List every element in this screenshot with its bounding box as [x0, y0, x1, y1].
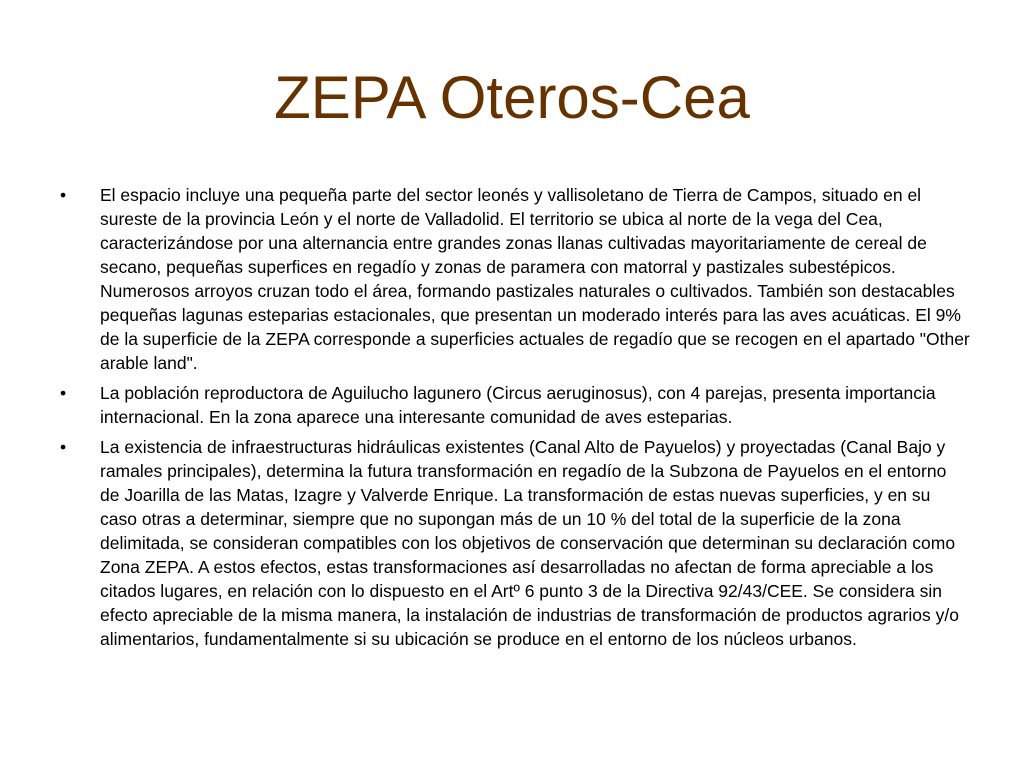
bullet-list — [60, 183, 970, 657]
bullet-marker: • — [60, 383, 67, 403]
bullet-text: El espacio incluye una pequeña parte del sector leonés y vallisoletano de Tierra de Campos, situado en el sureste de la provincia León y el norte de Valladolid. El territorio se ubica al norte de la vega del Cea, caracterizándose por una alternancia entre grandes zonas llanas cultivadas mayoritariamente de cereal de secano, pequeñas superfices en regadío y zonas de paramera con matorral y pastizales subestépicos. Numerosos arroyos cruzan todo el área, formando pastizales naturales o cultivados. También son destacables pequeñas lagunas esteparias estacionales, que presentan un moderado interés para las aves acuáticas. El 9% de la superficie de la ZEPA corresponde a superficies actuales de regadío que se recogen en el apartado "Other arable land". — [100, 185, 970, 373]
bullet-text: La población reproductora de Aguilucho lagunero (Circus aeruginosus), con 4 parejas, presenta importancia internacional. En la zona aparece una interesante comunidad de aves esteparias. — [100, 383, 936, 427]
slide-title: ZEPA Oteros-Cea — [274, 64, 750, 131]
bullet-item — [60, 435, 970, 651]
bullet-item — [60, 183, 970, 375]
bullet-text: La existencia de infraestructuras hidráulicas existentes (Canal Alto de Payuelos) y proyectadas (Canal Bajo y ramales principales), determina la futura transformación en regadío de la Subzona de Payuelos en el entorno de Joarilla de las Matas, Izagre y Valverde Enrique. La transformación de estas nuevas superficies, y en su caso otras a determinar, siempre que no supongan más de un 10 % del total de la superficie de la zona delimitada, se consideran compatibles con los objetivos de conservación que determinan su declaración como Zona ZEPA. A estos efectos, estas transformaciones así desarrolladas no afectan de forma apreciable a los citados lugares, en relación con lo dispuesto en el Artº 6 punto 3 de la Directiva 92/43/CEE. Se considera sin efecto apreciable de la misma manera, la instalación de industrias de transformación de productos agrarios y/o alimentarios, fundamentalmente si su ubicación se produce en el entorno de los núcleos urbanos. — [100, 437, 959, 649]
bullet-item — [60, 381, 970, 429]
bullet-marker: • — [60, 185, 67, 205]
bullet-marker: • — [60, 437, 67, 457]
